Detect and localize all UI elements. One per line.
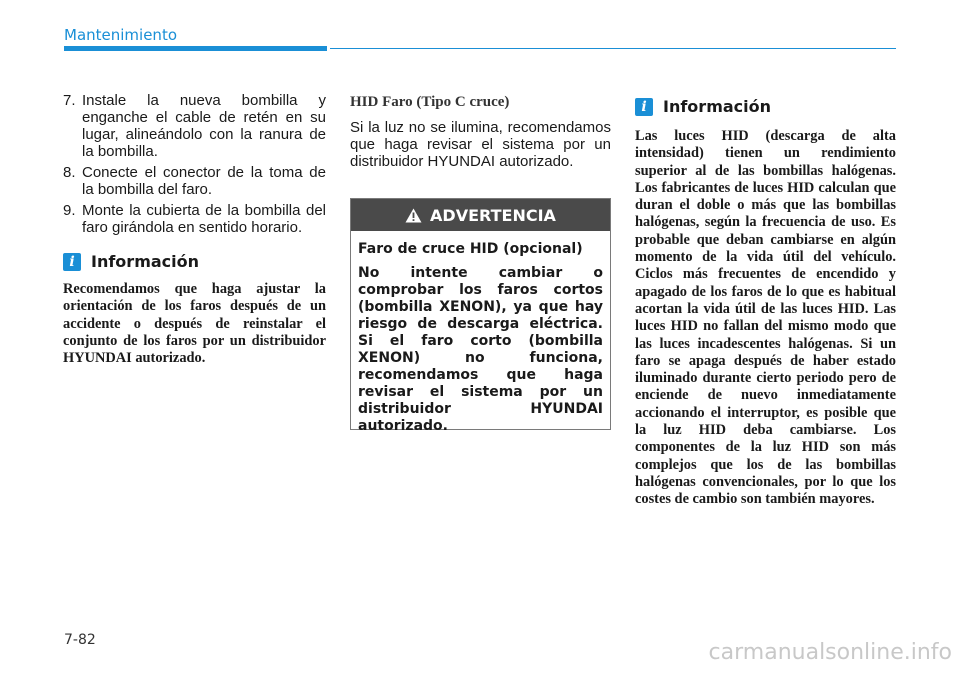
step-item bbox=[63, 202, 326, 236]
header-rule-thick bbox=[64, 46, 327, 51]
step-text: Monte la cubierta de la bombilla del faro girándola en sentido horario. bbox=[82, 202, 326, 236]
info-heading bbox=[63, 252, 326, 271]
info-body: Recomendamos que haga ajustar la orientación de los faros después de un accidente o después de reinstalar el conjunto de los faros por un distribuidor HYUNDAI autorizado. bbox=[63, 281, 326, 367]
step-item bbox=[63, 92, 326, 160]
info-body: Las luces HID (descarga de alta intensidad) tienen un rendimiento superior al de las bombillas halógenas. Los fabricantes de luces HID calculan que duran el doble o más que las bombillas halógenas, según la frecuencia de uso. Es probable que deban cambiarse en algún momento de la vida útil del vehículo. Ciclos más frecuentes de encendido y apagado de los faros de lo que es habitual acortan la vida útil de las luces HID. Las luces HID no fallan del mismo modo que las luces incadescentes halógenas. Si un faro se apaga después de haber estado iluminado durante cierto periodo pero de enciende de nuevo inmediatamente accionando el interruptor, es posible que la luz HID deba cambiarse. Los componentes de la luz HID son más complejos que los de las bombillas halógenas convencionales, por lo que los costes de cambio son también mayores. bbox=[635, 128, 896, 508]
warning-content bbox=[351, 231, 610, 435]
steps-list bbox=[63, 92, 326, 236]
warning-header bbox=[351, 199, 610, 231]
warning-box bbox=[350, 198, 611, 434]
step-number: 9. bbox=[63, 202, 76, 219]
warning-subtitle: Faro de cruce HID (opcional) bbox=[358, 241, 583, 257]
info-heading bbox=[635, 97, 896, 116]
column-middle bbox=[350, 92, 611, 170]
header-rule-thin bbox=[330, 48, 896, 49]
step-number: 7. bbox=[63, 92, 76, 109]
info-icon: i bbox=[635, 98, 653, 116]
step-item bbox=[63, 164, 326, 198]
hid-title: HID Faro (Tipo C cruce) bbox=[350, 94, 510, 110]
column-right bbox=[635, 97, 896, 509]
info-icon: i bbox=[63, 253, 81, 271]
column-left bbox=[63, 92, 326, 367]
page-number: 7-82 bbox=[64, 632, 96, 648]
step-text: Instale la nueva bombilla y enganche el cable de retén en su lugar, alineándolo con la ranura de la bombilla. bbox=[82, 92, 326, 160]
hid-body: Si la luz no se ilumina, recomendamos que haga revisar el sistema por un distribuidor HYUNDAI autorizado. bbox=[350, 119, 611, 170]
step-text: Conecte el conector de la toma de la bombilla del faro. bbox=[82, 164, 326, 198]
section-title: Mantenimiento bbox=[64, 26, 177, 44]
watermark: carmanualsonline.info bbox=[708, 640, 952, 665]
warning-triangle-icon bbox=[405, 208, 422, 223]
info-title: Información bbox=[663, 97, 772, 116]
info-title: Información bbox=[91, 252, 200, 271]
warning-title: ADVERTENCIA bbox=[430, 205, 556, 225]
step-number: 8. bbox=[63, 164, 76, 181]
warning-body: No intente cambiar o comprobar los faros cortos (bombilla XENON), ya que hay riesgo de descarga eléctrica. Si el faro corto (bombilla XENON) no funciona, recomendamos que haga revisar el sistema por un distribuidor HYUNDAI autorizado. bbox=[358, 265, 603, 434]
